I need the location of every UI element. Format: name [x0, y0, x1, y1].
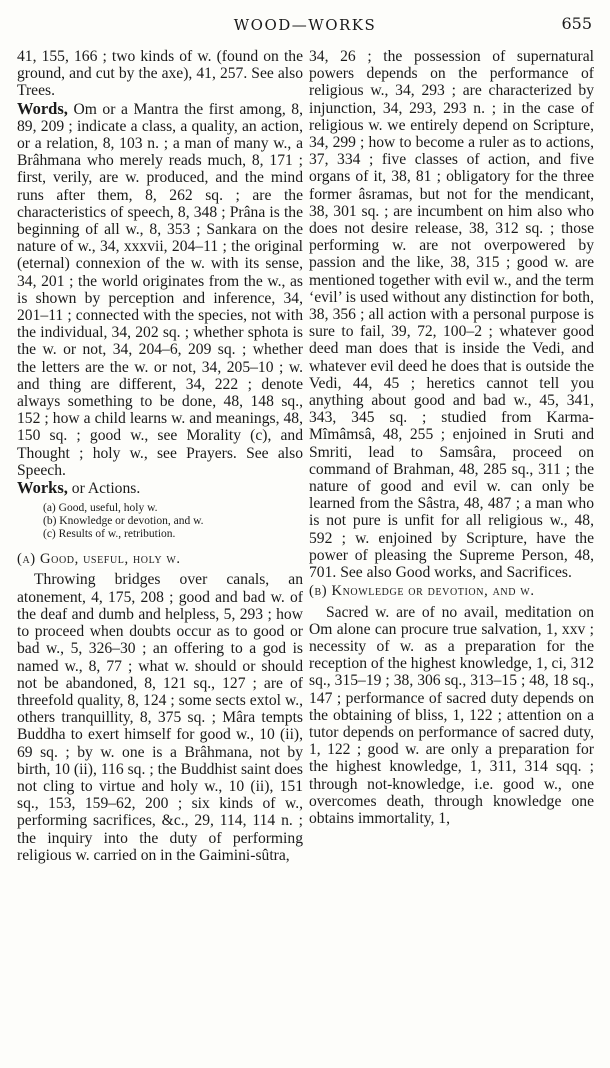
left-column [17, 48, 303, 864]
section-heading-b: (b) Knowledge or devotion, and w. [309, 583, 535, 600]
entry-works-body: or Actions. [67, 480, 141, 498]
subdivision-c: (c) Results of w., retribution. [43, 528, 176, 541]
section-a-body: Throwing bridges over canals, an atonement, 4, 175, 208 ; good and bad w. of the deaf and dumb and helpless, 5, 293 ; how to proceed when doubts occur as to good or bad w., 5, 326–30 ; an offering to a god is named w., 8, 77 ; what w. should or should not be abandoned, 8, 121 sq., 127 ; are of threefold quality, 8, 124 ; some sects extol w., others tranquillity, 8, 375 sq. ; Mâra tempts Buddha to exert himself for good w., 10 (ii), 69 sq. ; by w. one is a Brâhmana, not by birth, 10 (ii), 116 sq. ; the Buddhist saint does not cling to virtue and holy w., 10 (ii), 151 sq., 153, 159–62, 200 ; six kinds of w., performing sacrifices, &c., 29, 114, 114 n. ; the inquiry into the duty of performing religious w. carried on in the Gaimini-sûtra, [17, 571, 303, 864]
section-a-continuation: 34, 26 ; the possession of supernatural powers depends on the performance of religious w., 34, 293 ; are characterized by injunction, 34, 293, 293 n. ; in the case of religious w. we entirely depend on Scripture, 34, 299 ; how to become a ruler as to actions, 37, 334 ; five classes of action, and five organs of it, 38, 81 ; obligatory for the three former âsramas, but not for the mendicant, 38, 301 sq. ; are incumbent on him also who does not desire release, 38, 312 sq. ; those performing w. are not overpowered by passion and the like, 38, 315 ; good w. are mentioned together with evil w., and the term ‘evil’ is used without any distinction for both, 38, 356 ; all action with a personal purpose is sure to fail, 39, 72, 100–2 ; whatever good deed man does that is inside the Vedi, and whatever evil deed he does that is outside the Vedi, 44, 45 ; heretics cannot tell you anything about good and bad w., 45, 341, 343, 345 sq. ; studied from Karma-Mîmâmsâ, 48, 255 ; enjoined in Sruti and Smriti, lead to Samsâra, proceed on command of Brahman, 48, 285 sq., 311 ; the nature of good and evil w. can only be learned from the Sâstra, 48, 487 ; a man who is not pure is unfit for all religious w., 48, 592 ; w. enjoined by Scripture, have the power of pleasing the Supreme Person, 48, 701. See also Good works, and Sacrifices. [309, 48, 594, 582]
right-column [309, 48, 594, 827]
entry-words-body: Om or a Mantra the first among, 8, 89, 209 ; indicate a class, a quality, an action, or a relation, 8, 103 n. ; a man of many w., a Brâhmana who merely reads much, 8, 171 ; first, verily, are w. produced, and the mind runs after them, 8, 262 sq. ; are the characteristics of speech, 8, 348 ; Prâna is the beginning of all w., 8, 353 ; Sankara on the nature of w., 34, xxxvii, 204–11 ; the original (eternal) connexion of the w. with its sense, 34, 201 ; the world originates from the w., as is shown by perception and inference, 34, 201–11 ; connected with the species, not with the individual, 34, 202 sq. ; whether sphota is the w. or not, 34, 204–6, 209 sq. ; whether the letters are the w. or not, 34, 205–10 ; w. and thing are different, 34, 222 ; denote always something to be done, 48, 148 sq., 152 ; how a child learns w. and meanings, 48, 150 sq. ; good w., see Morality (c), and Thought ; holy w., see Prayers. See also Speech. [17, 100, 303, 479]
entry-works [17, 479, 303, 497]
entry-continuation: 41, 155, 166 ; two kinds of w. (found on the ground, and cut by the axe), 41, 257. See also Trees. [17, 48, 303, 100]
subdivision-b: (b) Knowledge or devotion, and w. [43, 515, 204, 528]
headword-words: Words, [17, 98, 68, 118]
running-head: WOOD—WORKS [233, 16, 377, 34]
subdivision-a: (a) Good, useful, holy w. [43, 502, 158, 515]
page-header [14, 14, 596, 40]
section-heading-a: (a) Good, useful, holy w. [17, 551, 181, 568]
subdivision-list [43, 502, 303, 541]
headword-works: Works, [17, 478, 68, 498]
entry-words [17, 100, 303, 479]
page-number: 655 [561, 14, 592, 33]
section-b-body: Sacred w. are of no avail, meditation on Om alone can procure true salvation, 1, xxv ; necessity of w. as a preparation for the reception of the highest knowledge, 1, ci, 312 sq., 315–19 ; 38, 306 sq., 313–15 ; 48, 18 sq., 147 ; performance of sacred duty depends on the obtaining of bliss, 1, 122 ; attention on a tutor depends on performance of sacred duty, 1, 122 ; good w. are only a preparation for the highest knowledge, 1, 311, 314 sqq. ; through not-knowledge, i.e. good w., one overcomes death, through knowledge one obtains immortality, 1, [309, 603, 594, 827]
